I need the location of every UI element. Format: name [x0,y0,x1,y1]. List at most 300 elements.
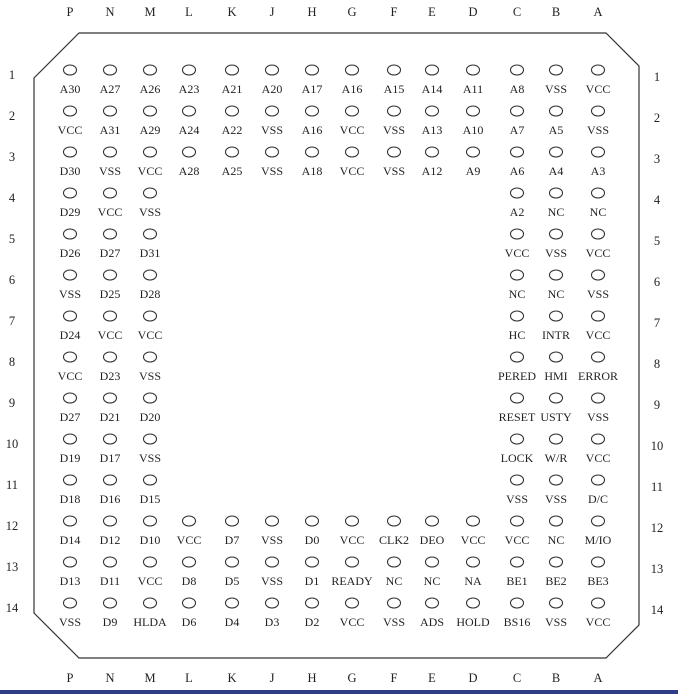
pin-circle [467,65,480,75]
column-label-top: C [512,5,522,19]
pin [422,65,443,96]
pin-label: READY [331,574,373,588]
pin-label: VSS [382,123,406,137]
row-label-left: 13 [5,560,19,574]
pin-circle [144,65,157,75]
row-label-right: 2 [653,111,661,125]
pin-label: VCC [504,533,530,547]
pin-circle [64,270,77,280]
pin-label: VCC [97,328,123,342]
pin-circle [511,393,524,403]
pin-circle [426,516,439,526]
pin-circle [306,598,319,608]
row-label-left: 6 [8,273,16,287]
pin-circle [104,352,117,362]
pin [140,106,161,137]
pin [60,229,81,260]
pin-circle [64,352,77,362]
pin [222,65,243,96]
pin-label: VSS [98,164,122,178]
pin-label: D19 [59,451,81,465]
pin [100,434,121,465]
pin [422,106,443,137]
column-label-bottom: M [144,671,156,685]
pin [340,598,365,629]
pin [331,557,373,588]
pin-circle [592,475,605,485]
pin-circle [144,475,157,485]
pin [182,598,197,629]
row-label-right: 9 [653,398,661,412]
pin-label: BS16 [503,615,531,629]
pin-circle [550,557,563,567]
pin [99,147,121,178]
pin-label: VSS [382,615,406,629]
pin-label: RESET [498,410,536,424]
pin-label: D/C [587,492,609,506]
pin-label: VCC [57,123,83,137]
pin-label: HC [508,328,526,342]
pin-label: VCC [137,328,163,342]
pin [302,147,323,178]
pin [545,475,567,506]
pin-circle [144,229,157,239]
pin-circle [511,270,524,280]
pin [340,147,365,178]
pin-label: VCC [57,369,83,383]
pin [305,516,320,547]
column-label-bottom: A [593,671,603,685]
row-label-right: 14 [650,603,664,617]
pin-label: D0 [304,533,320,547]
pin [509,270,526,301]
pin-label: A18 [301,164,323,178]
pin-circle [226,516,239,526]
pin [340,516,365,547]
row-label-right: 13 [650,562,664,576]
pin-circle [467,516,480,526]
pin [60,475,81,506]
pin [586,229,611,260]
pin-circle [592,434,605,444]
pin-circle [550,270,563,280]
pin-circle [144,147,157,157]
row-label-left: 5 [8,232,16,246]
pin-label: A11 [462,82,484,96]
pin [549,147,564,178]
row-label-left: 11 [5,478,19,492]
pin-circle [104,229,117,239]
pin [383,598,405,629]
pin-circle [64,188,77,198]
pin-circle [511,188,524,198]
pin [461,516,486,547]
pin [549,106,564,137]
pin-label: A6 [509,164,525,178]
pin-circle [550,229,563,239]
pin-circle [104,516,117,526]
pin-circle [592,270,605,280]
pin-circle [144,516,157,526]
pin-label: DEO [419,533,445,547]
pin-circle [266,65,279,75]
pin-circle [64,147,77,157]
column-label-bottom: C [512,671,522,685]
pin-label: D8 [181,574,197,588]
pin [464,557,482,588]
pin [60,434,81,465]
pin-circle [144,393,157,403]
row-label-left: 1 [8,68,16,82]
pin-circle [426,147,439,157]
pin [422,147,443,178]
pin-label: D18 [59,492,81,506]
pin [548,188,565,219]
pin-circle [346,598,359,608]
pin-label: USTY [540,410,572,424]
pin [587,270,609,301]
pin-circle [144,188,157,198]
pin-circle [550,434,563,444]
column-label-top: A [593,5,603,19]
pin-label: A28 [178,164,200,178]
pin-label: W/R [544,451,568,465]
pin-label: A2 [509,205,525,219]
pin [305,598,320,629]
pin-label: A12 [421,164,443,178]
pin [98,188,123,219]
row-label-left: 14 [5,601,19,615]
pin-label: A10 [462,123,484,137]
pin-circle [388,65,401,75]
column-label-bottom: G [347,671,357,685]
pin-circle [64,475,77,485]
pin-circle [266,147,279,157]
pin [379,516,409,547]
pin-label: VCC [137,574,163,588]
pin-circle [511,106,524,116]
row-label-left: 2 [8,109,16,123]
pin [261,106,283,137]
pin-circle [592,106,605,116]
column-label-bottom: B [551,671,561,685]
pin-circle [64,229,77,239]
pin [590,188,607,219]
pin-circle [592,352,605,362]
pin-label: A16 [301,123,323,137]
column-label-top: P [66,5,74,19]
pin-circle [266,106,279,116]
pin-circle [550,311,563,321]
pin-circle [144,352,157,362]
pin [586,65,611,96]
pin-label: VSS [586,123,610,137]
pin-label: VSS [58,287,82,301]
pin-label: VCC [585,451,611,465]
column-label-bottom: L [185,671,193,685]
pin-label: D30 [59,164,81,178]
pin-circle [183,106,196,116]
pin-label: NA [464,574,482,588]
pin [499,393,536,424]
pin [138,147,163,178]
pin-circle [388,598,401,608]
pin-circle [144,311,157,321]
pin-label: A29 [139,123,161,137]
pin-circle [104,434,117,444]
pin [548,270,565,301]
pin-label: A4 [548,164,564,178]
pin [133,598,167,629]
pin-circle [550,106,563,116]
pin [578,352,618,383]
column-label-bottom: K [227,671,237,685]
pin [510,147,525,178]
pin-label: VSS [382,164,406,178]
pin [420,598,444,629]
pin-label: HLDA [133,615,167,629]
pin [139,352,161,383]
pin-circle [550,147,563,157]
pin-label: A14 [421,82,443,96]
pin-label: A16 [341,82,363,96]
pin-label: A17 [301,82,323,96]
pin-circle [306,557,319,567]
pin [100,557,120,588]
pin-label: VCC [460,533,486,547]
pin-circle [550,516,563,526]
column-label-top: K [227,5,237,19]
pin-circle [306,65,319,75]
pin-circle [511,352,524,362]
pin-circle [511,557,524,567]
pin-label: VSS [138,451,162,465]
pin [498,352,536,383]
row-label-left: 12 [5,519,19,533]
row-label-left: 8 [8,355,16,369]
pin-label: BE3 [587,574,609,588]
pin-label: D17 [99,451,121,465]
pin-label: VSS [544,615,568,629]
pin-label: D20 [139,410,161,424]
pin-label: INTR [542,328,570,342]
pin-circle [346,147,359,157]
pin-label: VSS [260,574,284,588]
pin-circle [64,393,77,403]
pin-circle [346,106,359,116]
pin [225,557,240,588]
pin-circle [467,106,480,116]
pin [60,188,81,219]
pin-label: VCC [585,82,611,96]
pin [139,188,161,219]
column-label-bottom: P [66,671,74,685]
pin [424,557,441,588]
pin [586,598,611,629]
pin-circle [467,557,480,567]
column-labels-bottom [67,671,603,685]
column-label-top: J [269,5,275,19]
pin-label: D21 [99,410,121,424]
pin [179,65,200,96]
pin [509,311,526,342]
pin [505,516,530,547]
pin-label: A5 [548,123,564,137]
pin [544,352,567,383]
pin-circle [426,106,439,116]
pin [179,147,200,178]
pin-label: D16 [99,492,121,506]
pin [177,516,202,547]
pin [262,65,283,96]
pin [506,475,528,506]
pin-label: VCC [585,615,611,629]
pin [505,229,530,260]
pin-label: D11 [99,574,121,588]
column-label-top: H [307,5,317,19]
pin-circle [64,598,77,608]
pin-circle [511,475,524,485]
row-label-left: 4 [8,191,16,205]
pin [542,311,570,342]
pin [60,311,81,342]
pin-circle [550,393,563,403]
pin [420,516,445,547]
pin-label: A7 [509,123,525,137]
pin-label: D27 [99,246,121,260]
pin-label: VCC [339,615,365,629]
column-label-bottom: H [307,671,317,685]
pin [222,147,243,178]
pin-label: D3 [264,615,280,629]
pin-label: A31 [99,123,121,137]
pin-circle [388,106,401,116]
pin-label: D29 [59,205,81,219]
column-labels-top [67,5,603,19]
pin [591,147,606,178]
pin-circle [183,598,196,608]
pin [58,106,83,137]
pin-label: PERED [497,369,537,383]
pin-label: D25 [99,287,121,301]
pin-label: VSS [586,287,610,301]
pin [59,270,81,301]
pin-circle [511,516,524,526]
row-label-right: 12 [650,521,664,535]
row-labels-right [651,70,664,617]
pin [504,598,531,629]
pin-circle [388,516,401,526]
pin [548,516,565,547]
pin [182,557,197,588]
pin-circle [511,598,524,608]
pin-label: NC [547,287,565,301]
pin-circle [104,270,117,280]
pin-label: D14 [59,533,81,547]
pin [340,106,365,137]
pin-circle [511,434,524,444]
pin-label: D10 [139,533,161,547]
pin-label: M/IO [584,533,612,547]
pin-label: A9 [465,164,481,178]
pin-label: A22 [221,123,243,137]
row-labels-left [6,68,19,615]
pin-label: VSS [544,82,568,96]
pin-label: D31 [139,246,161,260]
pin-label: VSS [260,164,284,178]
pin [60,393,81,424]
pin-label: BE2 [545,574,567,588]
row-label-right: 4 [653,193,661,207]
pin-label: D6 [181,615,197,629]
pin-label: A24 [178,123,200,137]
pin-label: VSS [138,205,162,219]
pin-circle [306,106,319,116]
pin [302,106,323,137]
pin-label: VCC [585,328,611,342]
pin [100,393,121,424]
pin-label: VCC [176,533,202,547]
column-label-top: F [390,5,398,19]
pin [545,557,566,588]
pin [545,598,567,629]
pin-label: D7 [224,533,240,547]
column-label-bottom: N [105,671,115,685]
pin-label: A23 [178,82,200,96]
pin-label: NC [547,533,565,547]
pin-circle [226,106,239,116]
pin [545,434,568,465]
pin [587,106,609,137]
pin-label: D24 [59,328,81,342]
pin [60,147,81,178]
pin [140,516,161,547]
row-label-right: 5 [653,234,661,248]
pin-label: D27 [59,410,81,424]
pin-label: D28 [139,287,161,301]
pin [265,598,280,629]
pin-label: A25 [221,164,243,178]
pin [586,434,611,465]
pin-label: D13 [59,574,81,588]
pin-circle [388,147,401,157]
pin [305,557,320,588]
pin-circle [144,557,157,567]
pin-circle [592,188,605,198]
pin-label: A27 [99,82,121,96]
pin-circle [511,311,524,321]
pin [261,516,283,547]
pin [588,475,608,506]
pin-label: NC [589,205,607,219]
pin-label: VCC [339,533,365,547]
pin-circle [104,475,117,485]
pin-label: D26 [59,246,81,260]
pin [138,557,163,588]
pin-label: A26 [139,82,161,96]
pin-label: VSS [505,492,529,506]
pin [463,65,483,96]
pin-circle [592,393,605,403]
pin [456,598,490,629]
row-label-right: 3 [653,152,661,166]
pin [140,65,161,96]
pin-circle [144,270,157,280]
pin-label: A21 [221,82,243,96]
pin [510,188,525,219]
column-label-bottom: J [269,671,275,685]
pin-circle [266,516,279,526]
